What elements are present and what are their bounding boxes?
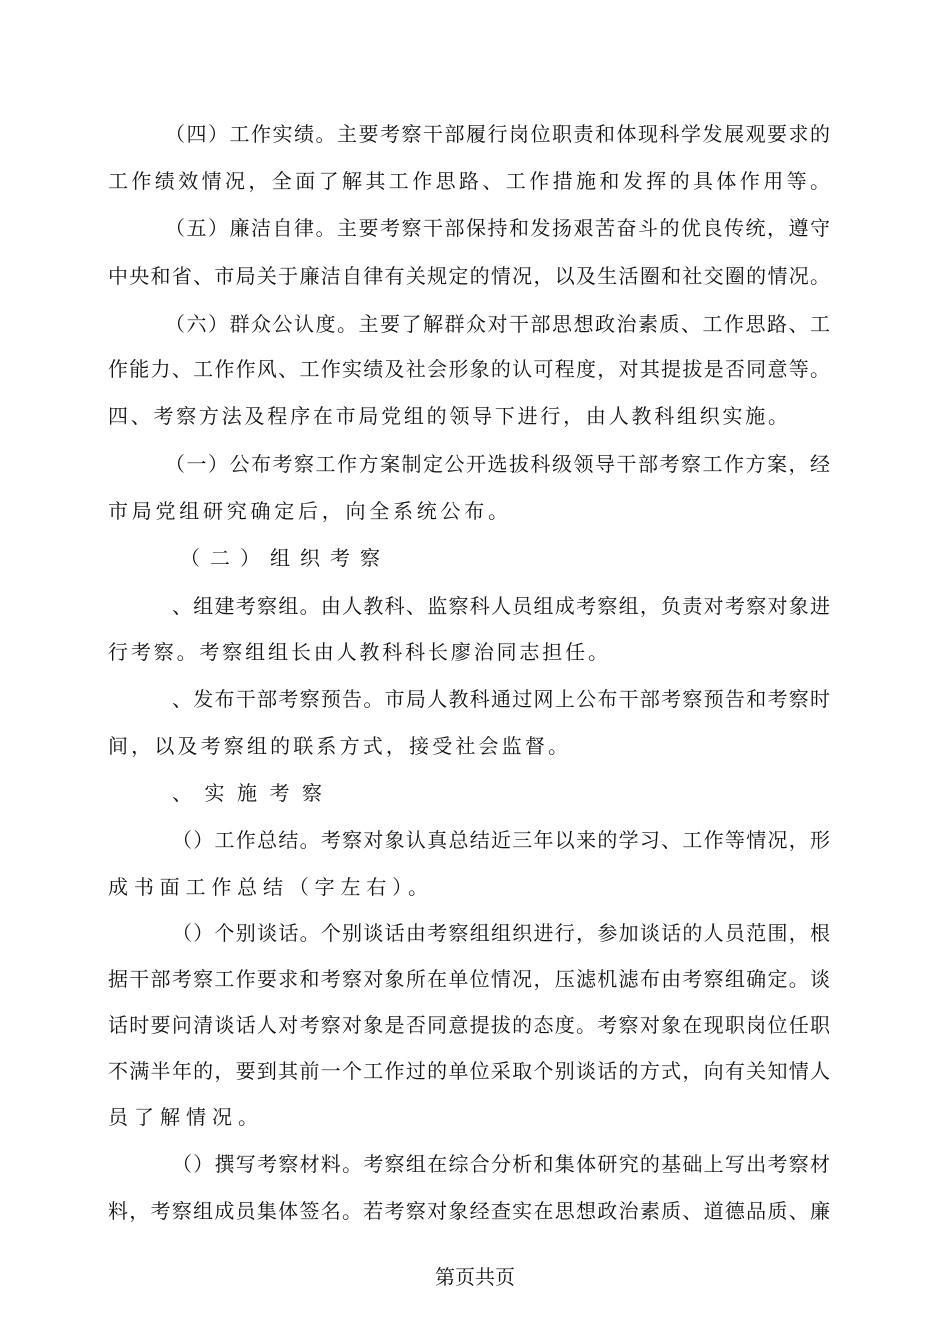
text-line: 、组建考察组。由人教科、监察科人员组成考察组，负责对考察对象进	[172, 594, 832, 618]
subsection-heading: （二）组织考察	[180, 546, 390, 570]
text-line: （六）群众公认度。主要了解群众对干部思想政治素质、工作思路、工	[165, 312, 832, 336]
text-line: （五）廉洁自律。主要考察干部保持和发扬艰苦奋斗的优良传统，遵守	[165, 216, 832, 240]
text-line: 、发布干部考察预告。市局人教科通过网上公布干部考察预告和考察时	[172, 687, 832, 711]
text-line: 话时要问清谈话人对考察对象是否同意提拔的态度。考察对象在现职岗位任职	[108, 1013, 832, 1037]
text-line: （）工作总结。考察对象认真总结近三年以来的学习、工作等情况，形	[172, 828, 832, 852]
text-line: 不满半年的，要到其前一个工作过的单位采取个别谈话的方式，向有关知情人	[108, 1059, 832, 1083]
page-footer: 第页共页	[435, 1265, 515, 1289]
section-heading: 四、考察方法及程序在市局党组的领导下进行，由人教科组织实施。	[108, 404, 791, 428]
text-line: （）撰写考察材料。考察组在综合分析和集体研究的基础上写出考察材	[172, 1152, 832, 1176]
text-line: 、实施考察	[172, 781, 335, 805]
text-line: 行考察。考察组组长由人教科科长廖治同志担任。	[108, 640, 611, 664]
text-line: （）个别谈话。个别谈话由考察组组织进行，参加谈话的人员范围，根	[172, 921, 832, 945]
text-line: 中央和省、市局关于廉洁自律有关规定的情况，以及生活圈和社交圈的情况。	[108, 264, 832, 288]
text-line: 间，以及考察组的联系方式，接受社会监督。	[108, 734, 572, 758]
text-line: （一）公布考察工作方案制定公开选拔科级领导干部考察工作方案，经	[165, 452, 832, 476]
text-line: （四）工作实绩。主要考察干部履行岗位职责和体现科学发展观要求的	[165, 122, 832, 146]
text-line: 工作绩效情况，全面了解其工作思路、工作措施和发挥的具体作用等。	[108, 169, 834, 193]
text-line: 市局党组研究确定后，向全系统公布。	[108, 499, 512, 523]
text-line: 作能力、工作作风、工作实绩及社会形象的认可程度，对其提拔是否同意等。	[108, 357, 832, 381]
text-line: 成书面工作总结（字左右）。	[108, 875, 434, 899]
text-line: 料，考察组成员集体签名。若考察对象经查实在思想政治素质、道德品质、廉	[108, 1199, 832, 1223]
text-line: 员了解情况。	[108, 1105, 264, 1129]
text-line: 据干部考察工作要求和考察对象所在单位情况，压滤机滤布由考察组确定。谈	[108, 967, 832, 991]
